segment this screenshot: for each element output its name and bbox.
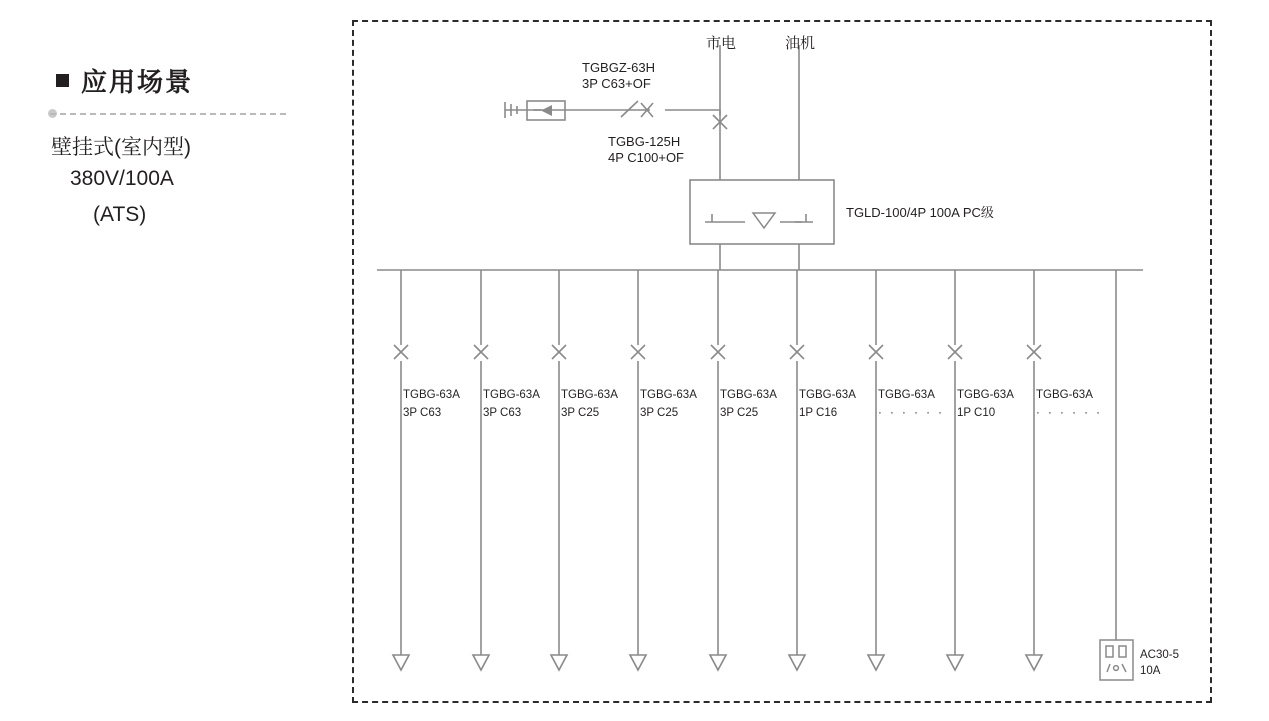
feeder-spec-3: 3P C25 [561, 407, 600, 419]
section-heading [56, 62, 193, 99]
feeder-spec-9: · · · · · · [1036, 407, 1103, 419]
feeder-spec-1: 3P C63 [403, 407, 442, 419]
socket-model-label: AC30-5 [1140, 649, 1179, 661]
feeder-model-3: TGBG-63A [561, 389, 618, 401]
breaker-label-tgbg125h-model: TGBG-125H [608, 134, 681, 149]
source-label-mains: 市电 [706, 35, 737, 52]
feeder-spec-5: 3P C25 [720, 407, 759, 419]
feeder-spec-7: · · · · · · [878, 407, 945, 419]
feeder-model-2: TGBG-63A [483, 389, 540, 401]
feeder-model-1: TGBG-63A [403, 389, 460, 401]
spec-line-ats: (ATS) [93, 203, 147, 226]
page-title: 应用场景 [81, 67, 194, 97]
feeder-spec-8: 1P C10 [957, 407, 996, 419]
feeder-model-4: TGBG-63A [640, 389, 697, 401]
breaker-label-tgbgz63h-spec: 3P C63+OF [582, 76, 651, 91]
breaker-label-tgbg125h-spec: 4P C100+OF [608, 150, 685, 165]
feeder-spec-2: 3P C63 [483, 407, 522, 419]
spec-line-type: 壁挂式(室内型) [51, 136, 191, 159]
feeder-model-5: TGBG-63A [720, 389, 777, 401]
feeder-spec-6: 1P C16 [799, 407, 838, 419]
feeder-model-6: TGBG-63A [799, 389, 856, 401]
feeder-model-7: TGBG-63A [878, 389, 935, 401]
left-info-panel [0, 0, 340, 721]
spec-line-rating: 380V/100A [70, 167, 174, 190]
ats-label: TGLD-100/4P 100A PC级 [846, 205, 994, 220]
divider [50, 113, 286, 117]
feeder-spec-4: 3P C25 [640, 407, 679, 419]
diagram-frame [352, 20, 1212, 703]
feeder-model-9: TGBG-63A [1036, 389, 1093, 401]
socket-rating-label: 10A [1140, 665, 1161, 677]
source-label-generator: 油机 [785, 35, 816, 52]
square-bullet-icon [56, 74, 69, 87]
feeder-model-8: TGBG-63A [957, 389, 1014, 401]
breaker-label-tgbgz63h-model: TGBGZ-63H [582, 60, 655, 75]
